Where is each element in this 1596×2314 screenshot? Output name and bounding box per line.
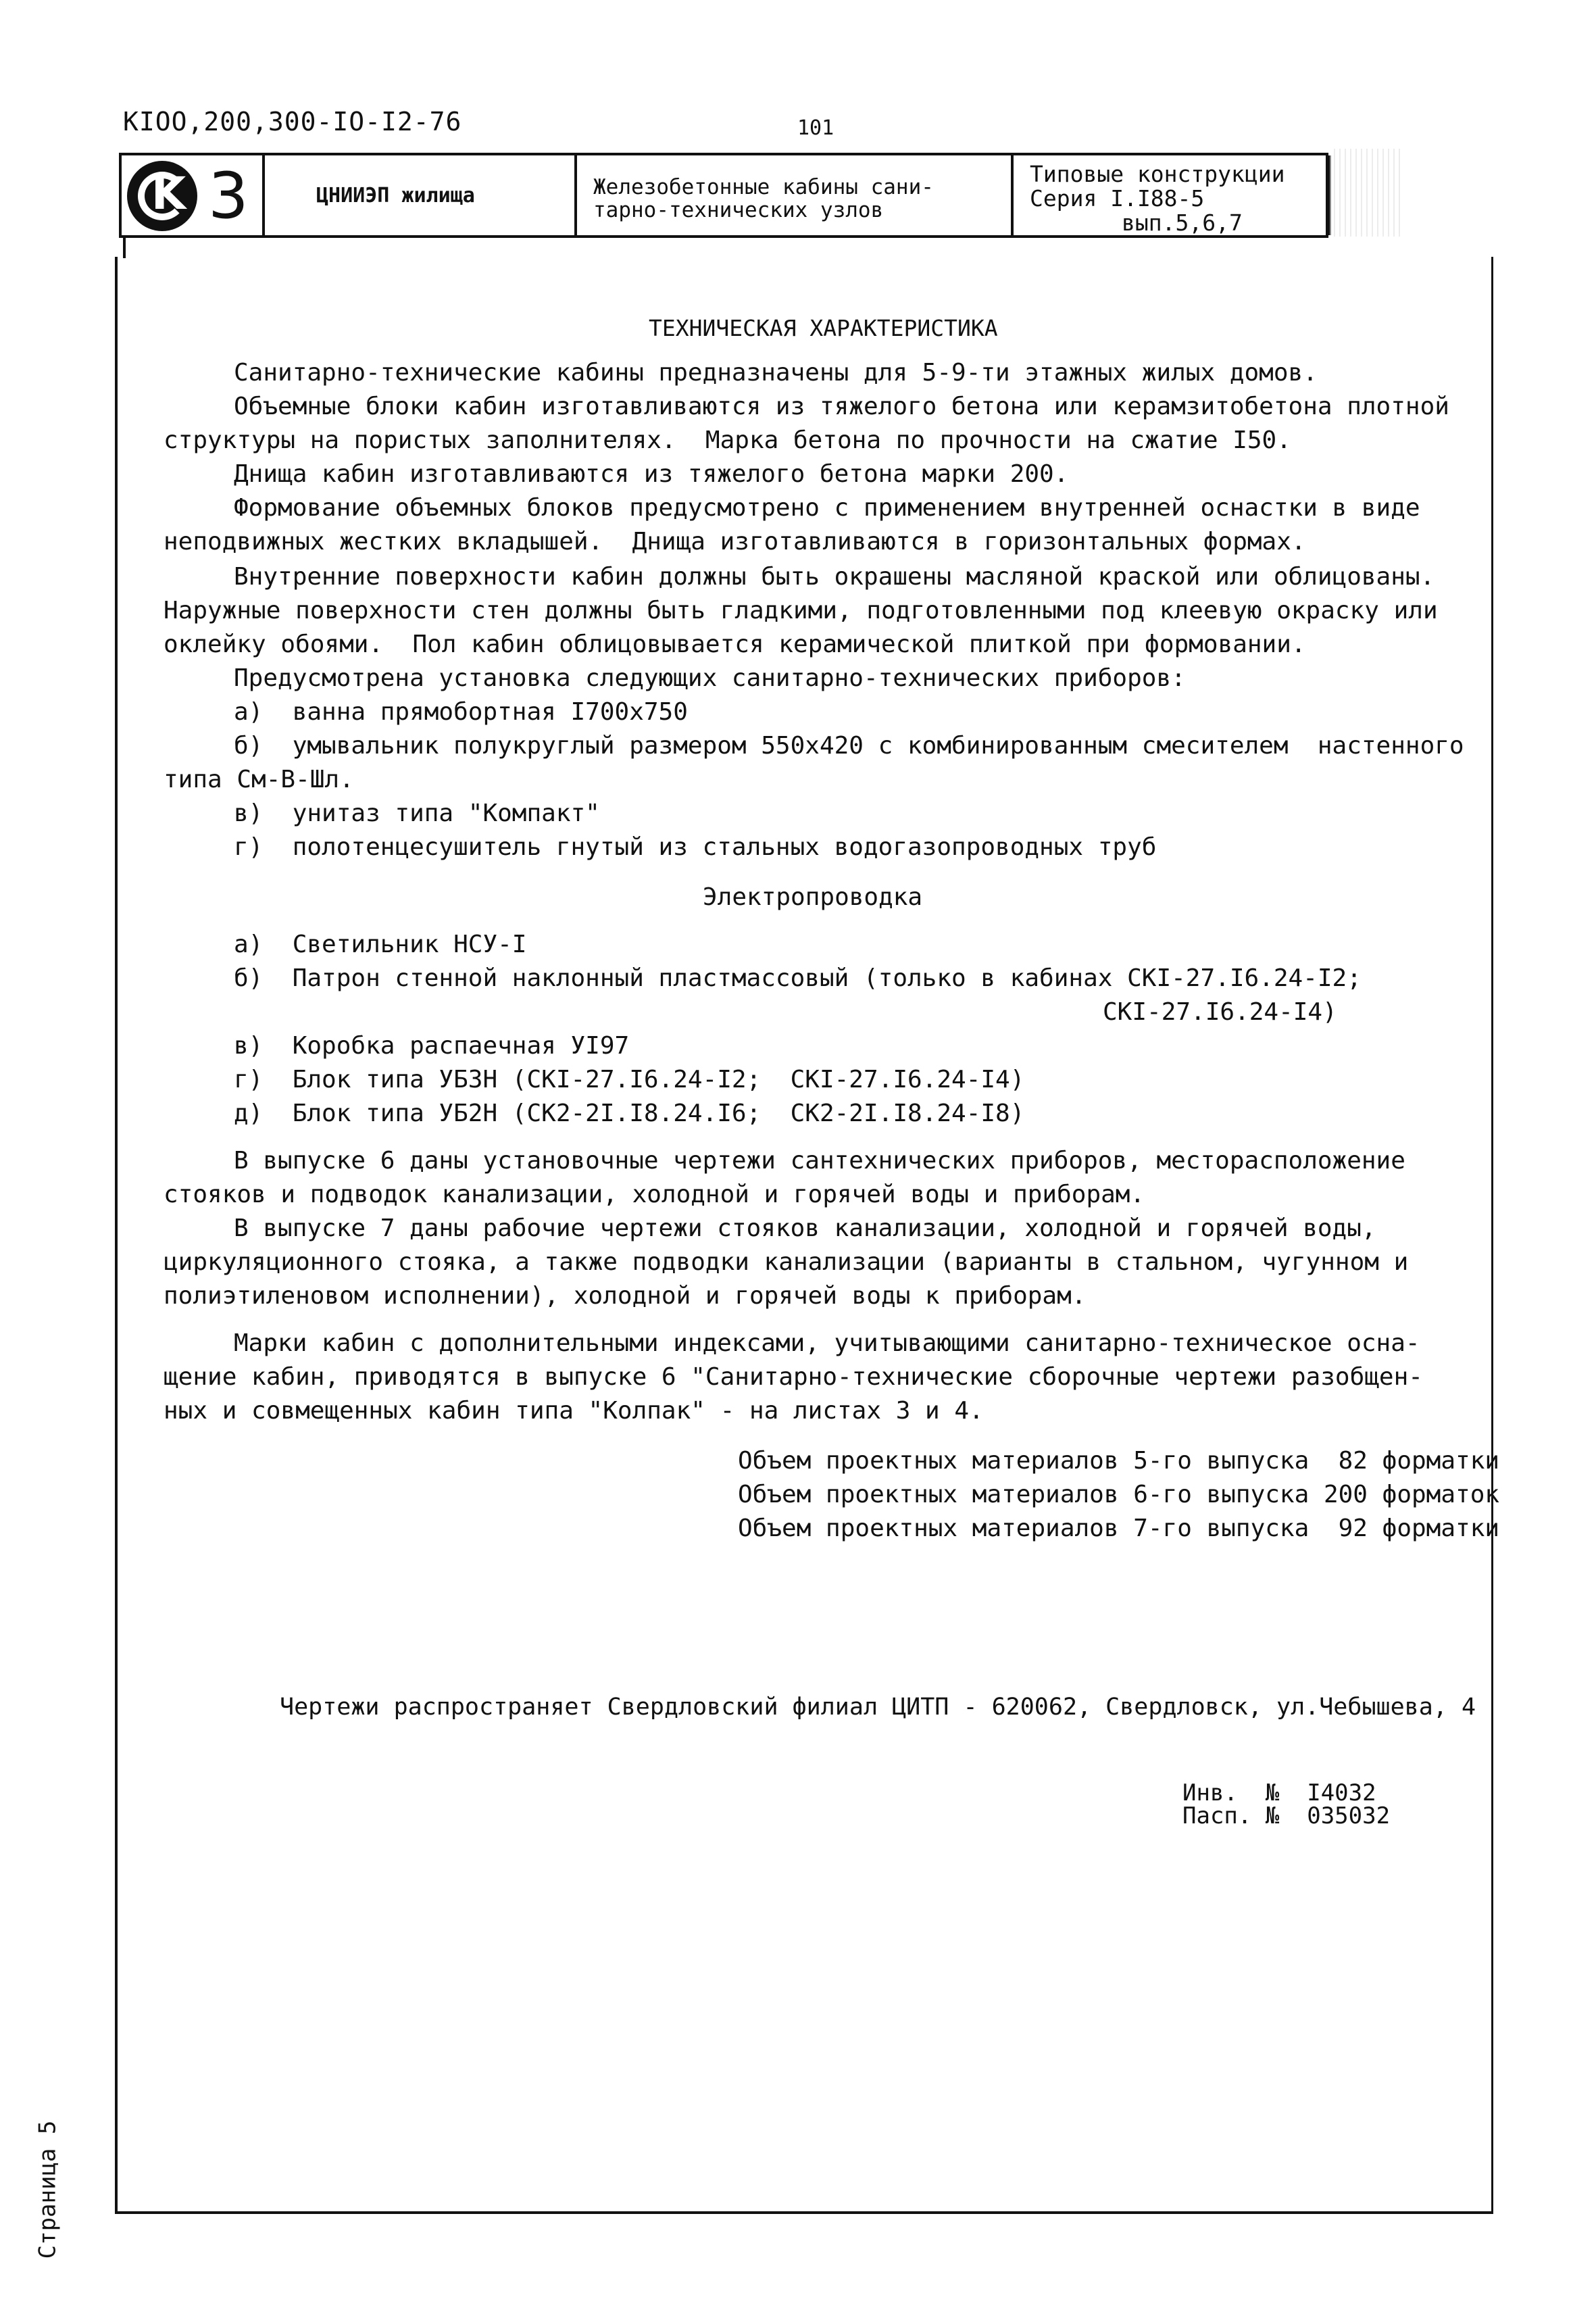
side-page-label (26, 2120, 61, 2259)
subject-line-2: тарно-технических узлов (593, 198, 884, 222)
side-page-label-text: Страница 5 (34, 2120, 61, 2259)
body-line: Днища кабин изготавливаются из тяжелого бетона марки 200. (234, 460, 1069, 488)
series-line-1: Типовые конструкции (1030, 161, 1285, 187)
title-block (119, 153, 1328, 238)
organization-cell (265, 155, 577, 235)
body-line: в) унитаз типа "Компакт" (234, 799, 600, 827)
page-number: 101 (797, 116, 834, 140)
distribution-line: Чертежи распространяет Свердловский филиал ЦИТП - 620062, Свердловск, ул.Чебышева, 4 (280, 1694, 1476, 1721)
series-line-2: Серия I.I88-5 (1030, 185, 1205, 212)
body-line: Внутренние поверхности кабин должны быть окрашены масляной краской или облицованы. (234, 563, 1435, 591)
body-line: Предусмотрена установка следующих санитарно-технических приборов: (234, 664, 1186, 692)
volume-line: Объем проектных материалов 5-го выпуска 82 форматки (738, 1447, 1500, 1475)
series-cell (1014, 155, 1331, 235)
section-heading: ТЕХНИЧЕСКАЯ ХАРАКТЕРИСТИКА (649, 315, 998, 341)
subheading: Электропроводка (703, 883, 923, 911)
subject-cell (577, 155, 1014, 235)
para-line: Марки кабин с дополнительными индексами, учитывающими санитарно-техническое осна- (234, 1329, 1420, 1357)
series-line-3: вып.5,6,7 (1122, 210, 1243, 236)
body-line: оклейку обоями. Пол кабин облицовывается керамической плиткой при формовании. (164, 631, 1306, 658)
para-line: циркуляционного стояка, а также подводки канализации (варианты в стальном, чугунном и (164, 1248, 1409, 1276)
para-line: ных и совмещенных кабин типа "Колпак" - на листах 3 и 4. (164, 1397, 984, 1425)
elec-line: СКI-27.I6.24-I4) (1103, 998, 1337, 1026)
para-line: В выпуске 6 даны установочные чертежи сантехнических приборов, месторасположение (234, 1147, 1405, 1175)
body-line: типа См-В-Шл. (164, 766, 354, 793)
para-line: щение кабин, приводятся в выпуске 6 "Санитарно-технические сборочные чертежи разобщен- (164, 1363, 1423, 1391)
document-code: KIOO,200,300-IO-I2-76 (123, 107, 462, 137)
organization-logo (127, 161, 197, 231)
volume-line: Объем проектных материалов 7-го выпуска 92 форматки (738, 1515, 1500, 1542)
body-line: Наружные поверхности стен должны быть гладкими, подготовленными под клеевую окраску или (164, 597, 1438, 624)
elec-line: б) Патрон стенной наклонный пластмассовый (только в кабинах СКI-27.I6.24-I2; (234, 964, 1362, 992)
subject-line-1: Железобетонные кабины сани- (593, 175, 934, 199)
scan-smudge (1330, 149, 1404, 237)
organization-name: ЦНИИЭП жилища (316, 184, 475, 207)
elec-line: д) Блок типа УБ2Н (СК2-2I.I8.24.I6; СК2-2I.I8.24-I8) (234, 1100, 1025, 1127)
frame-tick (123, 238, 126, 258)
body-line: неподвижных жестких вкладышей. Днища изготавливаются в горизонтальных формах. (164, 528, 1306, 556)
para-line: В выпуске 7 даны рабочие чертежи стояков канализации, холодной и горячей воды, (234, 1214, 1376, 1242)
body-line: Санитарно-технические кабины предназначены для 5-9-ти этажных жилых домов. (234, 359, 1318, 387)
body-line: структуры на пористых заполнителях. Марка бетона по прочности на сжатие I50. (164, 426, 1291, 454)
elec-line: г) Блок типа УБЗН (СКI-27.I6.24-I2; СКI-27.I6.24-I4) (234, 1066, 1025, 1093)
inventory-number: Инв. № I4032 (1182, 1779, 1376, 1806)
logo-cell (122, 155, 265, 235)
para-line: стояков и подводок канализации, холодной и горячей воды и приборам. (164, 1181, 1145, 1208)
passport-number: Пасп. № 035032 (1182, 1802, 1391, 1829)
logo-letter: K (151, 168, 186, 220)
para-line: полиэтиленовом исполнении), холодной и горячей воды к приборам. (164, 1282, 1087, 1310)
logo-number: 3 (208, 159, 249, 233)
volume-line: Объем проектных материалов 6-го выпуска 200 форматок (738, 1481, 1500, 1508)
body-line: а) ванна прямобортная I700x750 (234, 698, 688, 726)
body-line: Формование объемных блоков предусмотрено с применением внутренней оснастки в виде (234, 494, 1420, 522)
body-line: Объемные блоки кабин изготавливаются из тяжелого бетона или керамзитобетона плотной (234, 393, 1449, 420)
elec-line: а) Светильник НСУ-I (234, 931, 527, 958)
elec-line: в) Коробка распаечная УI97 (234, 1032, 630, 1060)
body-line: б) умывальник полукруглый размером 550x420 с комбинированным смесителем настенного (234, 732, 1464, 760)
body-line: г) полотенцесушитель гнутый из стальных водогазопроводных труб (234, 833, 1157, 861)
